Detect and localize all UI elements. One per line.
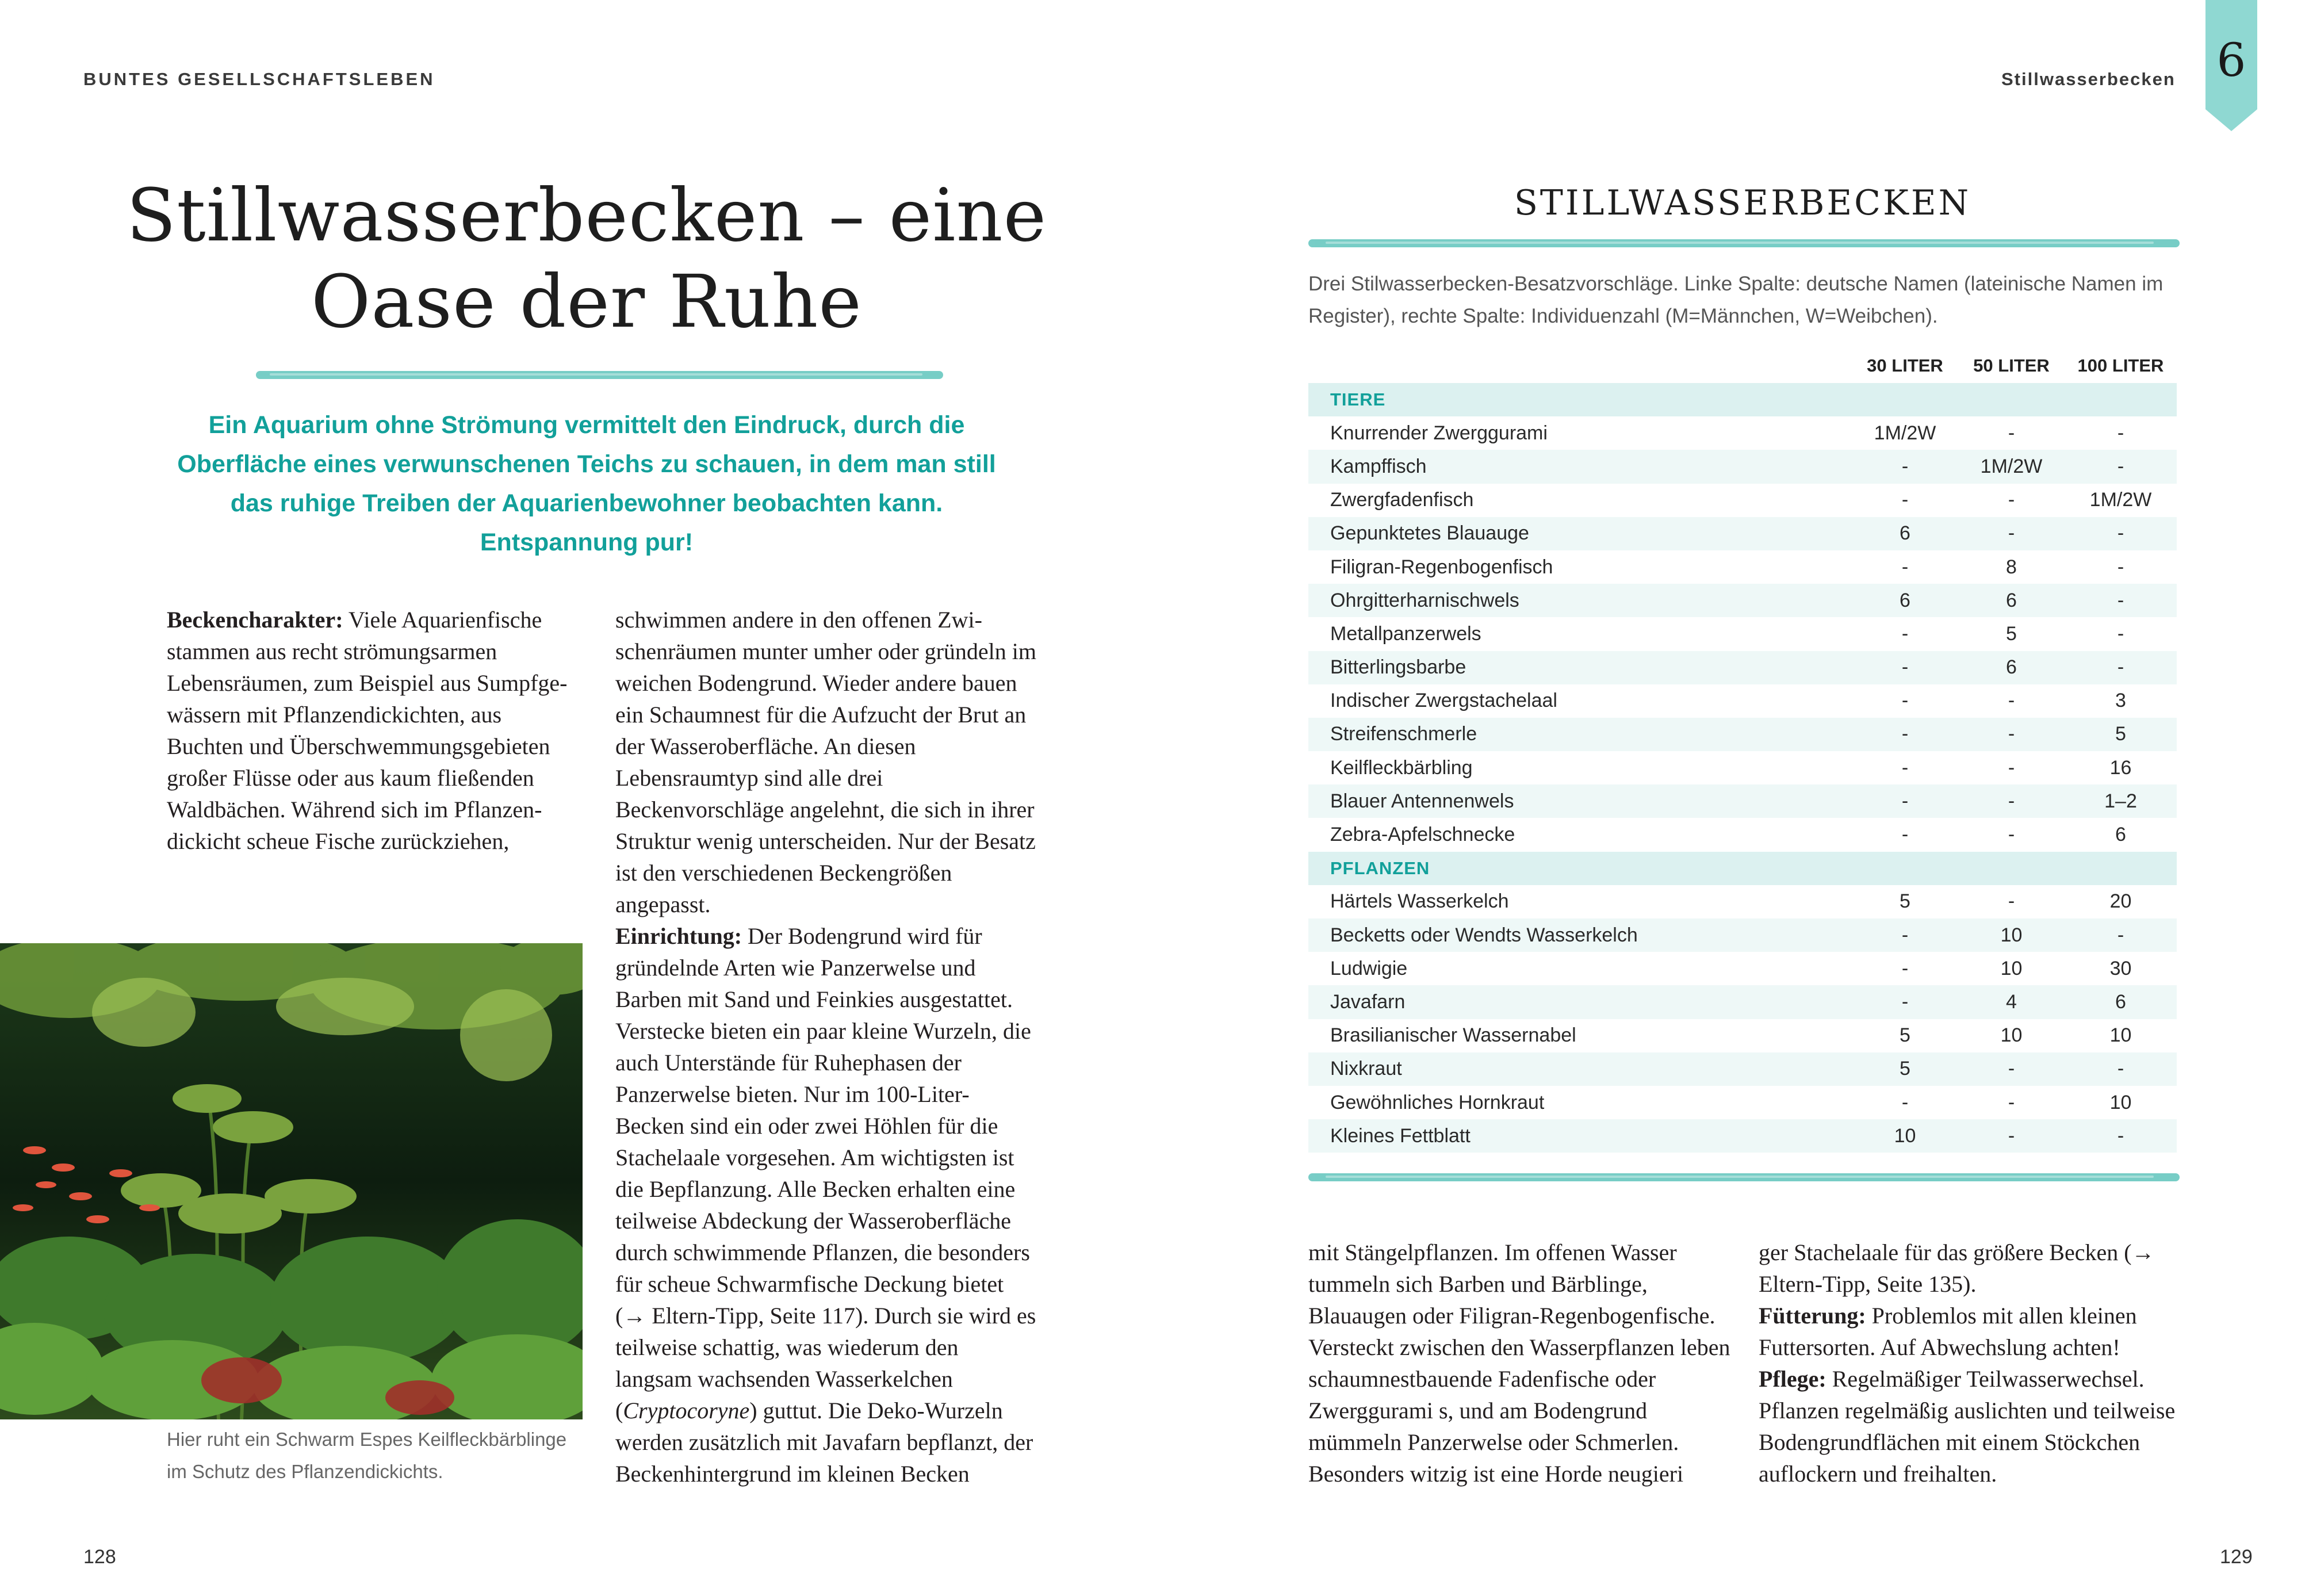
count-cell: 10 [2000, 1024, 2023, 1047]
table-row [1308, 416, 2177, 450]
count-cell: - [2065, 584, 2177, 617]
count-cell: - [2065, 918, 2177, 952]
italic-cryptocoryne: Cryptocoryne [623, 1398, 750, 1423]
count-cell: 5 [2006, 622, 2017, 645]
count-cell: 6 [2115, 824, 2126, 846]
count-cell: 30 [2109, 957, 2132, 979]
table-row [1308, 952, 2177, 985]
species-name: Javafarn [1308, 985, 1852, 1019]
species-name: Gewöhnliches Hornkraut [1330, 1091, 1545, 1113]
table-row [1308, 918, 2177, 952]
photo-caption: Hier ruht ein Schwarm Espes Keilfleckbärblinge im Schutz des Pflanzendickichts. [167, 1429, 567, 1482]
species-name: Blauer Antennenwels [1308, 784, 1852, 818]
count-cell: 6 [1958, 584, 2065, 617]
count-cell: - [2008, 489, 2015, 511]
title-brush-stroke [256, 371, 943, 379]
species-name: Metallpanzerwels [1330, 622, 1481, 645]
count-cell: - [1958, 718, 2065, 751]
species-name: Bitterlingsbarbe [1308, 651, 1852, 684]
count-cell: 5 [1852, 1052, 1958, 1086]
table-row [1308, 684, 2177, 718]
table-header-row [1308, 349, 2177, 383]
count-cell: 6 [1852, 584, 1958, 617]
running-head-right: Stillwasserbecken [2001, 69, 2176, 89]
count-cell: - [1901, 756, 1909, 779]
species-name: Becketts oder Wendts Wasserkelch [1308, 918, 1852, 952]
lead-paragraph: Ein Aquarium ohne Strömung vermittelt den Eindruck, durch die Oberfläche eines verwunschenen Teichs zu schauen, in dem man still das ruhige Treiben der Aquarienbewohner beobachten kann. Entspannung pur! [177, 411, 996, 556]
count-cell: - [2117, 422, 2124, 444]
count-cell: - [2117, 556, 2124, 578]
heading-beckencharakter: Beckencharakter: [167, 607, 343, 633]
count-cell: - [1852, 651, 1958, 684]
box-brush-top [1308, 239, 2180, 247]
title-line-1: Stillwasserbecken – eine [126, 173, 1047, 258]
table-body [1308, 383, 2177, 1153]
count-cell: - [1958, 1052, 2065, 1086]
page-title [104, 173, 1070, 345]
section-plants-label: PFLANZEN [1308, 852, 2177, 885]
page-number-left: 128 [83, 1546, 116, 1568]
count-cell: 4 [1958, 985, 2065, 1019]
table-row [1308, 784, 2177, 818]
count-cell: 3 [2115, 690, 2126, 712]
count-cell: 1M/2W [1874, 422, 1936, 444]
count-cell: - [1901, 622, 1909, 645]
running-head-left: BUNTES GESELLSCHAFTSLEBEN [83, 69, 435, 89]
count-cell: 5 [1900, 1024, 1910, 1047]
count-cell: - [2065, 1119, 2177, 1153]
body-column-1 [167, 604, 576, 857]
heading-pflege: Pflege: [1759, 1366, 1826, 1392]
count-cell: 5 [1900, 890, 1910, 913]
count-cell: 10 [2000, 957, 2023, 979]
table-row [1308, 751, 2177, 784]
section-animals-label: TIERE [1308, 383, 2177, 416]
count-cell: - [1901, 824, 1909, 846]
body-column-2 [615, 604, 1038, 1490]
column3-text: mit Stängelpflanzen. Im offenen Wasser tummeln sich Barben und Bärblinge, Blauaugen oder Filigran-Regenbogenfische. Versteckt zwischen den Wasserpflanzen leben schaumnestbauende Fadenfische oder Zwerggurami s, und am Bodengrund mümmeln Panzerwelse oder Schmerlen. Besonders witzig ist eine Horde neugieri [1308, 1239, 1730, 1487]
species-name: Gepunktetes Blauauge [1308, 517, 1852, 550]
column2-text-a: Der Bodengrund wird für gründelnde Arten wie Panzerwelse und Barben mit Sand und Feinkies ausgestattet. Verstecke bieten ein paar kleine Wurzeln, die auch Unterstände für Ruhephasen der Panzerwelse bieten. Nur im 100-Liter-Becken sind ein oder zwei Höhlen für die Stachelaale vorgesehen. Am wichtigsten ist die Bepflanzung. Alle Becken erhalten eine teilweise Abdeckung der Wasseroberfläche durch schwimmende Pflanzen, die besonders für scheue Schwarmfische Deckung bietet (→ Eltern-Tipp, Seite 117). Durch sie wird es teilweise schattig, was wiederum den langsam wachsenden Wasserkelchen ( [615, 923, 1036, 1423]
count-cell: - [2008, 824, 2015, 846]
aquarium-plants-illustration [0, 943, 583, 1419]
heading-fuetterung: Fütterung: [1759, 1303, 1866, 1329]
column-header-50l: 50 LITER [1973, 355, 2050, 376]
count-cell: 6 [1852, 517, 1958, 550]
title-line-2: Oase der Ruhe [311, 259, 862, 344]
count-cell: - [1958, 517, 2065, 550]
column-header-30l: 30 LITER [1867, 355, 1943, 376]
column4-text-0: ger Stachelaale für das größere Becken (→ Eltern-Tipp, Seite 135). [1759, 1239, 2155, 1297]
count-cell: 10 [1958, 918, 2065, 952]
box-intro: Drei Stilwasserbecken-Besatzvorschläge. Linke Spalte: deutsche Namen (lateinische Namen im Register), rechte Spalte: Individuenzahl (M=Männchen, W=Weibchen). [1308, 273, 2164, 327]
section-animals [1308, 383, 2177, 416]
count-cell: - [1901, 556, 1909, 578]
count-cell: 1–2 [2065, 784, 2177, 818]
body-column-3 [1308, 1237, 1731, 1490]
count-cell: - [2117, 622, 2124, 645]
box-brush-bottom [1308, 1173, 2180, 1181]
table-row [1308, 617, 2177, 650]
species-name: Keilfleckbärbling [1330, 756, 1473, 779]
species-name: Zwergfadenfisch [1330, 489, 1474, 511]
table-row [1308, 885, 2177, 918]
page-number-right: 129 [2220, 1546, 2253, 1568]
count-cell: 6 [1958, 651, 2065, 684]
count-cell: - [1852, 784, 1958, 818]
count-cell: - [2065, 450, 2177, 483]
species-name: Streifenschmerle [1308, 718, 1852, 751]
count-cell: - [1958, 784, 2065, 818]
heading-einrichtung: Einrichtung: [615, 923, 742, 949]
species-name: Ohrgitterharnischwels [1308, 584, 1852, 617]
count-cell: 10 [1852, 1119, 1958, 1153]
count-cell: - [2065, 1052, 2177, 1086]
column2-paragraph-1: schwimmen andere in den offenen Zwischenräumen munter umher oder gründeln im weichen Bodengrund. Wieder andere bauen ein Schaumnest für die Aufzucht der Brut an der Wasseroberfläche. An diesen Lebensraumtyp sind alle drei Beckenvorschläge angelehnt, die sich in ihrer Struktur wenig unterscheiden. Nur der Besatz ist den verschiedenen Beckengrößen angepasst. [615, 607, 1036, 917]
species-name: Indischer Zwergstachelaal [1330, 690, 1557, 712]
table-row [1308, 1119, 2177, 1153]
stocking-table [1308, 349, 2177, 1153]
body-column-4 [1759, 1237, 2181, 1490]
species-name: Ludwigie [1330, 957, 1408, 979]
table-row [1308, 1086, 2177, 1119]
count-cell: - [1901, 690, 1909, 712]
table-row [1308, 818, 2177, 851]
column4-text-2: Regelmäßiger Teilwasserwechsel. Pflanzen regelmäßig auslichten und teilweise Bodengrundflächen mit einem Stöckchen auflockern und freihalten. [1759, 1366, 2176, 1487]
count-cell: 20 [2109, 890, 2132, 913]
box-title: STILLWASSERBECKEN [1514, 183, 1971, 223]
species-name: Nixkraut [1308, 1052, 1852, 1086]
column1-text: Viele Aquarienfische stammen aus recht strömungsarmen Lebensräumen, zum Beispiel aus Sumpfgewässern mit Pflanzendickichten, aus Buchten und Überschwemmungsgebieten großer Flüsse oder aus kaum fließenden Waldbächen. Während sich im Pflanzendickicht scheue Fische zurückziehen, [167, 607, 568, 854]
count-cell: - [1852, 985, 1958, 1019]
count-cell: - [1852, 718, 1958, 751]
table-row [1308, 1019, 2177, 1052]
count-cell: - [2065, 651, 2177, 684]
table-row [1308, 1052, 2177, 1086]
chapter-number: 6 [2216, 33, 2246, 87]
count-cell: 6 [2065, 985, 2177, 1019]
count-cell: 1M/2W [1958, 450, 2065, 483]
table-row [1308, 584, 2177, 617]
aquarium-photo [0, 943, 583, 1419]
column4-text-1: Problemlos mit allen kleinen Futtersorten. Auf Abwechslung achten! [1759, 1303, 2137, 1360]
species-name: Zebra-Apfelschnecke [1330, 824, 1515, 846]
species-name: Knurrender Zwerggurami [1330, 422, 1548, 444]
section-plants [1308, 852, 2177, 885]
table-row [1308, 651, 2177, 684]
count-cell: - [2008, 422, 2015, 444]
table-row [1308, 550, 2177, 584]
species-name: Kleines Fettblatt [1308, 1119, 1852, 1153]
count-cell: - [1901, 957, 1909, 979]
species-name: Filigran-Regenbogenfisch [1330, 556, 1553, 578]
count-cell: - [2008, 690, 2015, 712]
count-cell: - [2008, 890, 2015, 913]
column2-text-b: ) guttut. Die Deko-Wurzeln werden zusätzlich mit Javafarn bepflanzt, der Beckenhintergrund im kleinen Becken [615, 1398, 1033, 1487]
table-row [1308, 484, 2177, 517]
species-name: Härtels Wasserkelch [1330, 890, 1509, 913]
count-cell: - [1958, 1119, 2065, 1153]
count-cell: - [1901, 489, 1909, 511]
count-cell: 5 [2065, 718, 2177, 751]
count-cell: - [2008, 1091, 2015, 1113]
column-header-100l: 100 LITER [2077, 355, 2164, 376]
count-cell: - [1901, 1091, 1909, 1113]
count-cell: 1M/2W [2089, 489, 2152, 511]
table-row [1308, 985, 2177, 1019]
count-cell: - [1852, 918, 1958, 952]
count-cell: 8 [2006, 556, 2017, 578]
count-cell: 10 [2109, 1024, 2132, 1047]
count-cell: - [2008, 756, 2015, 779]
count-cell: - [2065, 517, 2177, 550]
table-row [1308, 517, 2177, 550]
species-name: Kampffisch [1308, 450, 1852, 483]
table-row [1308, 450, 2177, 483]
count-cell: - [1852, 450, 1958, 483]
count-cell: 10 [2109, 1091, 2132, 1113]
species-name: Brasilianischer Wassernabel [1330, 1024, 1576, 1047]
count-cell: 16 [2109, 756, 2132, 779]
table-row [1308, 718, 2177, 751]
